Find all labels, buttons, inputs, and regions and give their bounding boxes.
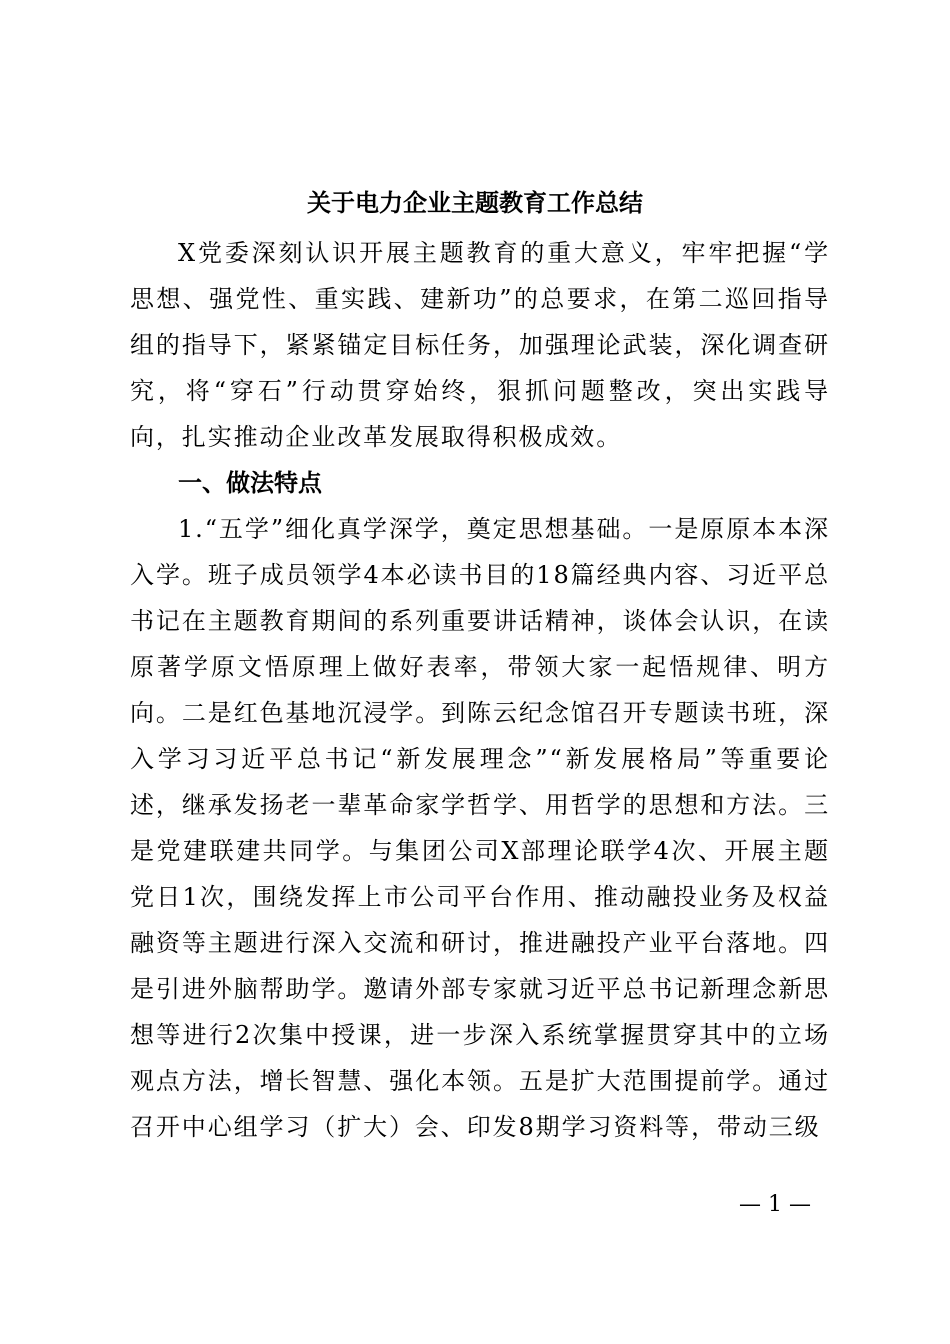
document-body [130,230,830,1150]
document-title: 关于电力企业主题教育工作总结 [307,188,643,217]
section-heading: 一、做法特点 [178,469,322,497]
section-paragraph: 1.“五学”细化真学深学，奠定思想基础。一是原原本本深入学。班子成员领学4本必读书目的18篇经典内容、习近平总书记在主题教育期间的系列重要讲话精神，谈体会认识，在读原著学原文悟原理上做好表率，带领大家一起悟规律、明方向。二是红色基地沉浸学。到陈云纪念馆召开专题读书班，深入学习习近平总书记“新发展理念”“新发展格局”等重要论述，继承发扬老一辈革命家学哲学、用哲学的思想和方法。三是党建联建共同学。与集团公司X部理论联学4次、开展主题党日1次，围绕发挥上市公司平台作用、推动融投业务及权益融资等主题进行深入交流和研讨，推进融投产业平台落地。四是引进外脑帮助学。邀请外部专家就习近平总书记新理念新思想等进行2次集中授课，进一步深入系统掌握贯穿其中的立场观点方法，增长智慧、强化本领。五是扩大范围提前学。通过召开中心组学习（扩大）会、印发8期学习资料等，带动三级 [130,515,830,1141]
page-number: — 1 — [739,1192,811,1217]
intro-paragraph: X党委深刻认识开展主题教育的重大意义，牢牢把握“学思想、强党性、重实践、建新功”的总要求，在第二巡回指导组的指导下，紧紧锚定目标任务，加强理论武装，深化调查研究，将“穿石”行动贯穿始终，狠抓问题整改，突出实践导向，扎实推动企业改革发展取得积极成效。 [130,239,830,451]
